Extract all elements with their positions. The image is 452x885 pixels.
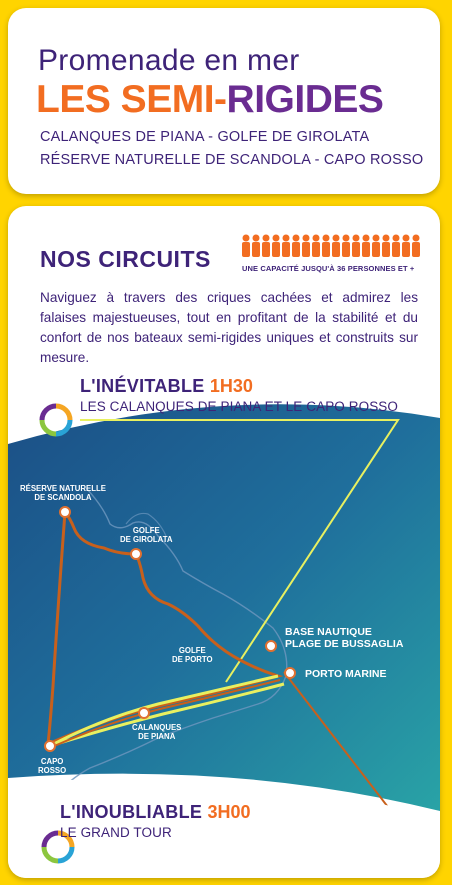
label-golfe-porto: GOLFE DE PORTO <box>172 646 213 664</box>
label-girolata: GOLFE DE GIROLATA <box>120 526 173 544</box>
route2-block <box>60 802 251 840</box>
header-card <box>8 8 440 194</box>
circuits-card <box>8 206 440 878</box>
circuits-intro: Naviguez à travers des criques cachées et admirez les falaises majestueuses, tout en profitant de la stabilité et du confort de nos bateaux semi-rigides uniques et construits sur mesure. <box>40 290 418 365</box>
header-subtitle <box>36 78 383 122</box>
label-scandola: RÉSERVE NATURELLE DE SCANDOLA <box>20 484 106 502</box>
dot-scandola <box>60 507 70 517</box>
route1-name: L'INÉVITABLE <box>80 376 210 396</box>
capacity-people-icon <box>241 233 421 263</box>
dot-base <box>266 641 276 651</box>
route2-desc: LE GRAND TOUR <box>60 825 172 840</box>
dot-capo-rosso <box>45 741 55 751</box>
route2-duration: 3H00 <box>207 802 251 822</box>
label-capo-rosso: CAPO ROSSO <box>38 757 67 775</box>
dot-porto-marine <box>285 668 295 678</box>
label-base-nautique: BASE NAUTIQUE PLAGE DE BUSSAGLIA <box>285 626 404 650</box>
route1-desc: LES CALANQUES DE PIANA ET LE CAPO ROSSO <box>80 399 399 414</box>
dot-girolata <box>131 549 141 559</box>
subtitle-orange: LES SEMI- <box>36 78 227 121</box>
route2-name: L'INOUBLIABLE <box>60 802 208 822</box>
route1-duration: 1H30 <box>209 376 253 396</box>
label-porto-marine: PORTO MARINE <box>305 668 387 680</box>
route1-logo-icon <box>39 403 73 437</box>
dot-piana <box>139 708 149 718</box>
label-piana: CALANQUES DE PIANA <box>132 723 182 741</box>
capacity-text: UNE CAPACITÉ JUSQU'À 36 PERSONNES ET + <box>242 264 415 273</box>
sea-area <box>8 404 440 811</box>
header-title: Promenade en mer <box>38 44 300 77</box>
destinations-line-1: CALANQUES DE PIANA - GOLFE DE GIROLATA <box>40 129 370 145</box>
destinations-line-2: RÉSERVE NATURELLE DE SCANDOLA - CAPO ROSSO <box>40 152 424 168</box>
subtitle-purple: RIGIDES <box>226 78 384 121</box>
route1-block <box>80 376 398 414</box>
circuits-title: NOS CIRCUITS <box>40 246 211 272</box>
